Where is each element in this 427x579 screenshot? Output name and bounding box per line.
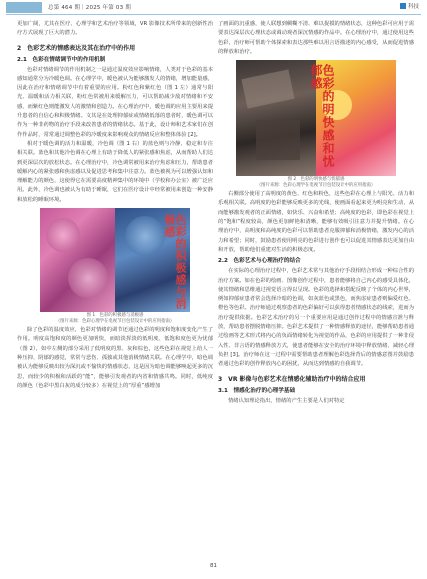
section-heading: 3 VR 影像与色彩艺术在情感化辅助治疗中的结合应用	[218, 375, 366, 383]
decorative-block	[256, 120, 300, 160]
journal-issue: 总第 464 期｜2025 年第 03 期	[48, 5, 131, 11]
figure-2-source: （图片来源：色彩心理学在电视节目包装设计中的应用指南）	[256, 183, 376, 189]
decorative-swirl	[46, 218, 80, 252]
right-column	[218, 20, 414, 406]
figure-1-image	[40, 208, 190, 312]
figure-2-image	[236, 60, 396, 176]
dark-color-panel	[236, 60, 316, 176]
paragraph: 除了色彩的温度效应，色彩对情绪的调节还通过色彩的明度和饱和度变化产生了作用。明度高饱和度的颜色更加明快，而暗淡挥淡的低明度、低饱和度色更为忧郁（图 2），如中左侧的部分采用了低明度的黑、灰和棕色，这些色彩在视觉上给人一种压抑、阴郁的感觉，常常与悲伤、孤独或其他消极情绪关联。在心理学中，暗色调被认为能够反映出较为深沉或不愉快的情感状态，这是因为暗色调能够唤起更多的沉思，而较少的积极和活跃的“能”，能够引发观者的内省和情感共鸣。同时，低纯度的颜色（色彩中黑白灰的成分较多）在视觉上的“厚重”感增加	[17, 327, 213, 389]
warm-color-panel	[40, 208, 115, 312]
decorative-block	[241, 70, 294, 109]
subsection-heading: 2.1 色彩在情绪调节中的作用机制	[17, 56, 106, 63]
section-name: 科技	[407, 4, 419, 10]
section-label	[400, 2, 419, 10]
subsection-heading: 3.1 情感化治疗的心理学基础	[218, 387, 296, 394]
figure-2-title: 色彩的明快感和忧郁感	[309, 64, 335, 169]
section-heading: 2 色彩艺术的情感表达及其在治疗中的作用	[17, 44, 136, 52]
figure-2	[236, 60, 396, 189]
left-column	[17, 20, 213, 391]
figure-1-source: （图片来源：色彩心理学在电视节目包装设计中的应用指南）	[55, 319, 175, 325]
paragraph: 在实际的心理治疗过程中，色彩艺术常与其他治疗手段相结合形成一种综合性的治疗方案。如在色彩的绘画、图像创作过程中，患者能够将自己内心的感受具体化，使其情绪和思维通过视觉语言得以呈现。色彩的选择和搭配反映了个体的内心世界，例如抑郁症患者常会选择冷暗的色调，如灰蓝色或黑色，而焦虑症患者则偏爱红色、橙色等色彩。治疗师通过观察患者的色彩偏好可以获得患者情感状态的线索，进而为治疗提供依据。色彩艺术治疗的另一个重要应用是通过创作过程中的情感宣泄与释放，帮助患者摆脱情绪压抑。色彩艺术提供了一种情感释放的途径，能够帮助患者通过绘画等艺术形式将内心的负面情绪转化为视觉的作品，色彩的应用提供了一种非侵入性、非言语的情感释放方式，使患者能够在安全的治疗环境中释放情绪、减轻心理负担 [3]。治疗师在这一过程中需要帮助患者理解色彩选择背后的情感意图并鼓励患者通过色彩的创作释放内心的困扰，从而达到情感的自我调节。	[218, 268, 414, 368]
paragraph: 了画面的沉重感，使人联想到稠糊不清、难以捉摸的情绪状态，这种色彩可应用于需要表达深层次心理状态或调动观者深沉情感的作品中。在心理治疗中，通过使用这些色彩，治疗师可帮助个体探索和表达那些难以用言语描述的内心感受，从而促进情感的释放和治疗。	[218, 21, 414, 55]
header-divider	[6, 14, 421, 15]
section-marker-icon	[400, 3, 406, 9]
figure-1	[40, 208, 190, 325]
paragraph: 情绪认知理论指出，情绪的产生主要是人们对特定	[228, 397, 345, 404]
decorative-swirl	[125, 216, 165, 256]
paragraph: 更加广阔，尤其在医疗、心理学和艺术治疗等领域，VR 影像技术所带来的创新性治疗方式展现了巨大的潜力。	[17, 21, 213, 37]
figure-1-title: 色彩的积极感与消极感	[163, 214, 187, 311]
decorative-swirl	[68, 258, 108, 298]
journal-logo	[6, 2, 42, 13]
paragraph: 右侧部分使用了高明度的黄色、红色和粉色，这些色彩在心理上与阳光、活力和乐观相关联。高明度的色彩能够反映更多的光线，使画面看起来更为明亮和生动，从而能够激发观者的正面情绪，如快乐、兴奋和希望；高纯度的色彩，即色彩在视觉上的“饱和”程度较高，颜色更加鲜艳和清晰，能够有效吸引注意力并提升情绪。在心理治疗中，高明度和高纯度的色彩可以帮助患者克服抑郁和消极情绪，激发内心的活力和希望；同时，鼓励患者使用明亮的色彩进行创作也可以促进其情感表达更加自由和开放，帮助他们重建对生活的积极态度。	[218, 191, 414, 253]
figure-2-caption: 图 2 色彩的明快感与忧郁感	[287, 177, 345, 183]
figure-1-caption: 图 1 色彩的积极感与消极感	[86, 313, 144, 319]
paragraph: 色彩对情绪调节的作用机制之一是通过温度效应影响情绪，人类对于色彩的基本感知通常分为冷暖色调。在心理学中，暖色被认为能够激发人的情绪，增加能量感，因此在治疗和情绪调节中有着重要的应用。粉红色和紫红色（图 1 左）通常与阳光、温暖和活力相关联，粉红色常被用来缓解压力，可以帮助减少敌对情绪和不安感，而紫红色则能激发人的激情和创造力。在心理治疗中，暖色调的应用主要用来提升患者的自信心和积极情绪。文其是在处理抑郁症或情绪低落的患者时，暖色调可以作为一种非药物的治疗手段来改善患者的情绪状态。基于此，设计师和艺术家们在创作作品时，常常通过调整色彩的冷暖度来影响观众的情绪反应和整体体验 [2]。	[17, 66, 213, 138]
subsection-heading: 2.2 色彩艺术与心理治疗的结合	[218, 258, 301, 265]
paragraph: 相对于暖色调的活力和温暖，冷色调（图 1 右）的蓝色则与冷静、稳定和专注相关联。蓝色和其他冷色调在心理上有助于降低人的紧张感和焦虑，从而帮助人们达到更深层次的放松状态。在心理治疗中，冷色调常被用来治疗焦虑和压力，帮助患者缓解内心的紧张感和焦虑感以及促进思考和集中注意力。蓝色被视为可以增强认知和理解能力的颜色，这使得它在需要高度精神集中的环境中（学校和办公室）被广泛应用。此外，冷色调也被认为有助于睡眠，它们在医疗设计中经常被用来创造一种安静和放松的睡眠环境。	[17, 140, 213, 203]
page-number: 81	[210, 563, 217, 569]
